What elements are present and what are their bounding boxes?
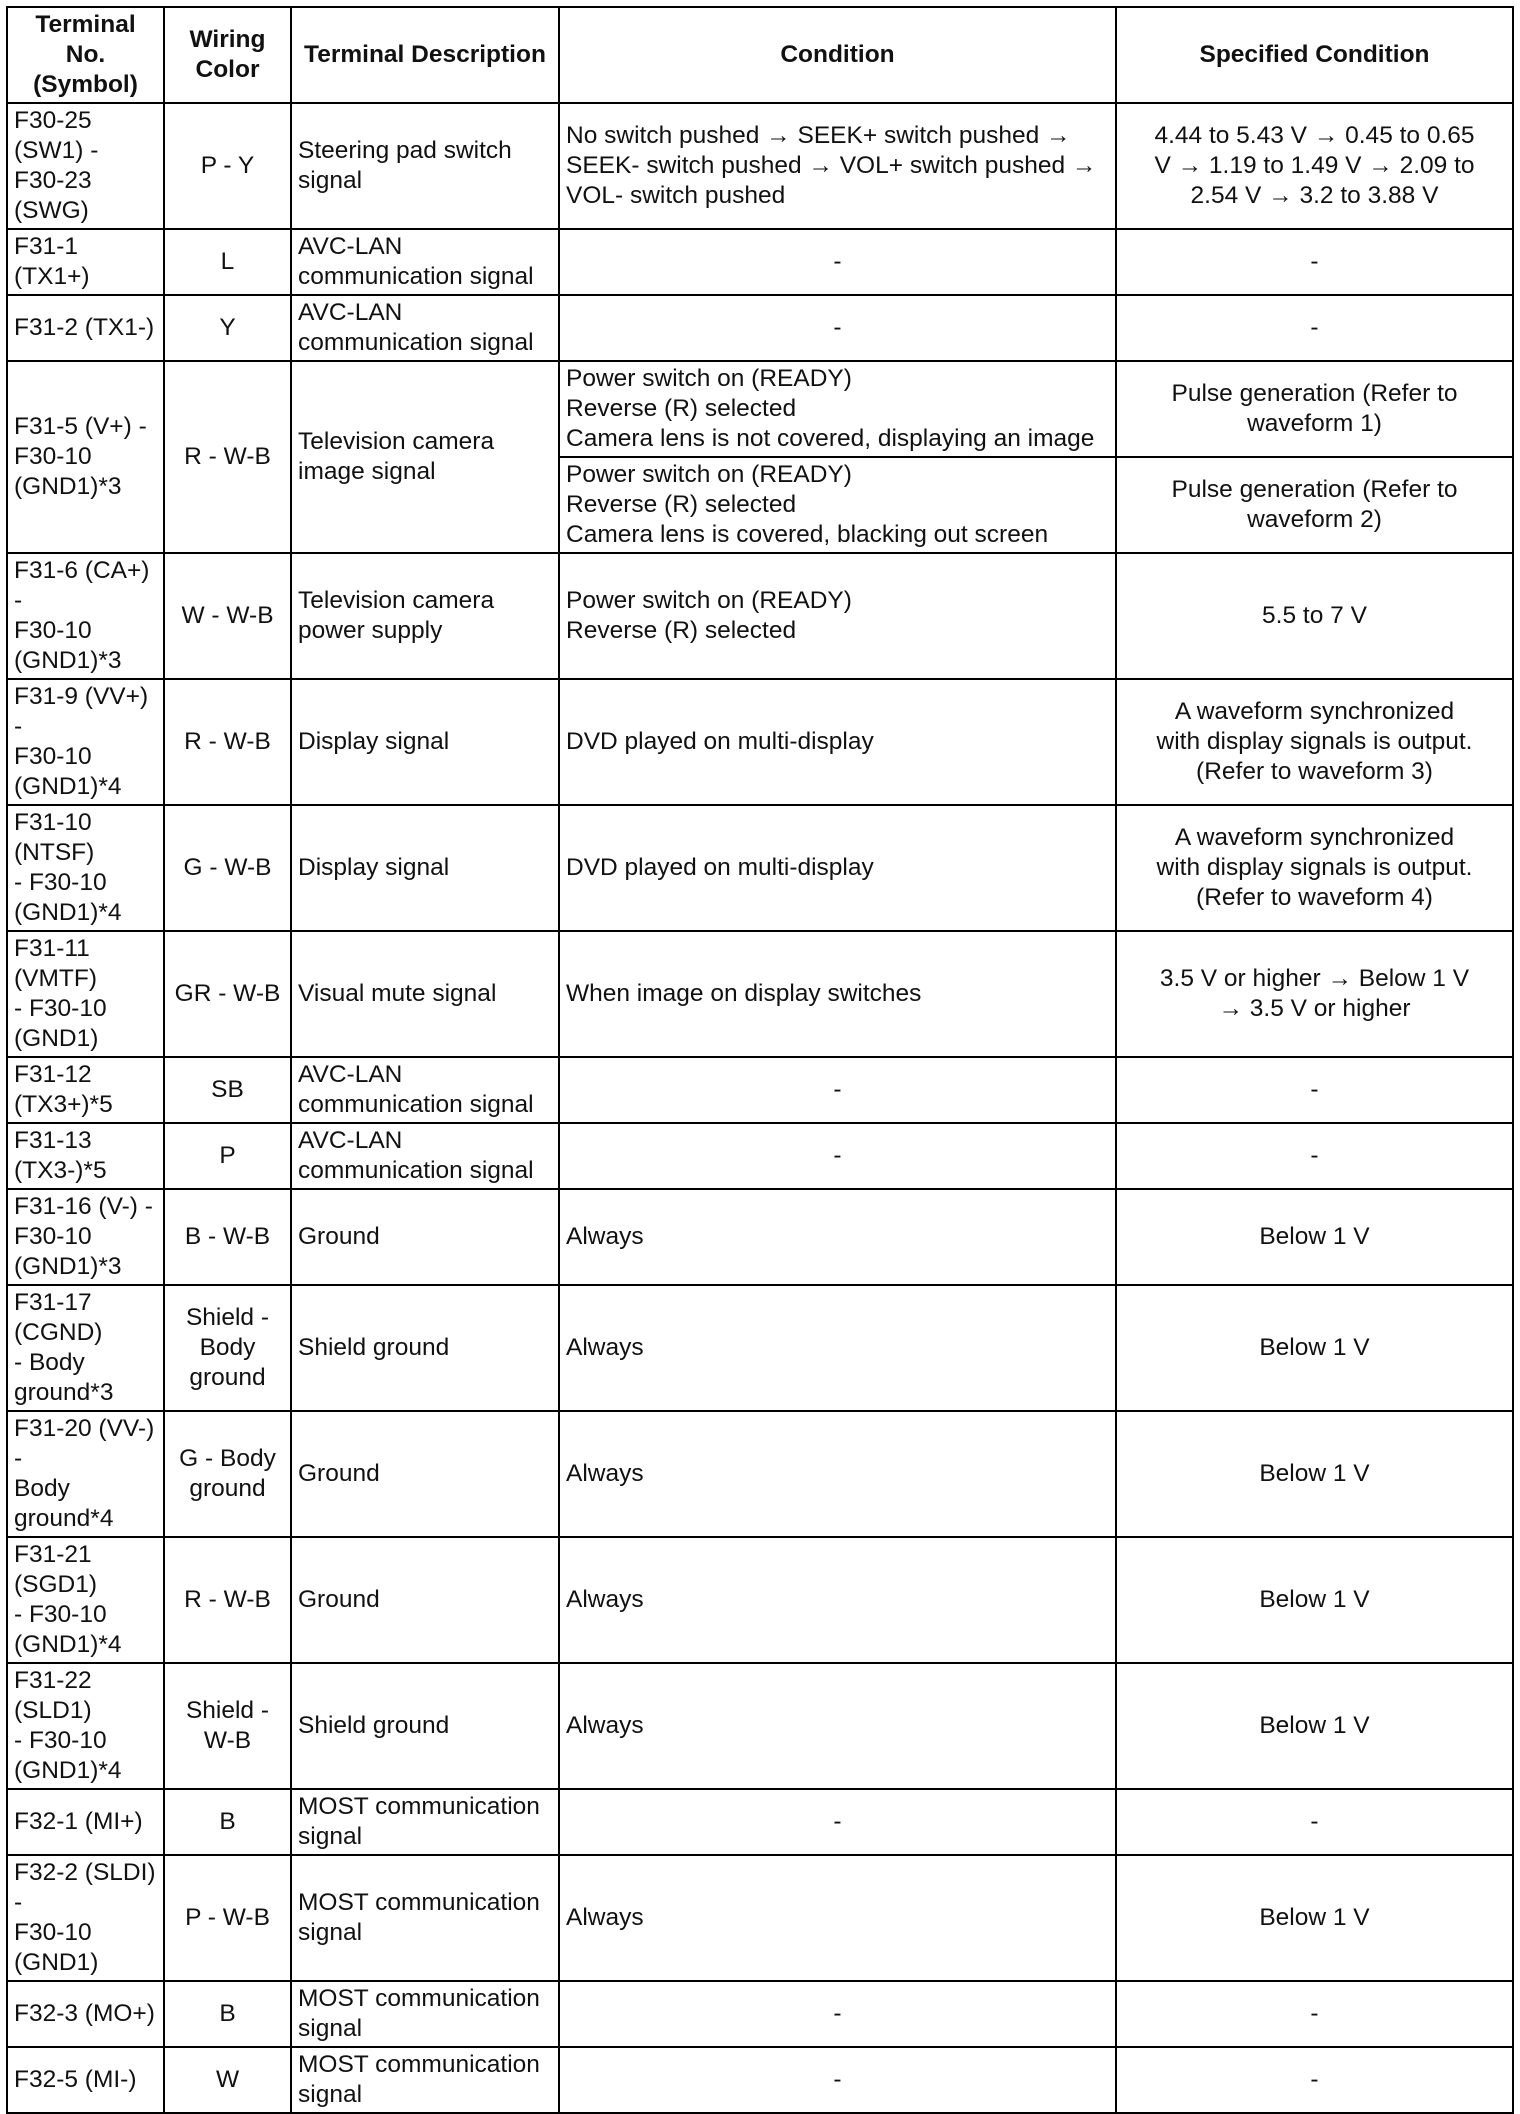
condition-cell xyxy=(559,1285,1116,1411)
terminal-cell xyxy=(7,1663,164,1789)
specified-condition-text: 4.44 to 5.43 V → 0.45 to 0.65 V → 1.19 to 1.49 V → 2.09 to 2.54 V → 3.2 to 3.88 V xyxy=(1154,122,1475,209)
table-row xyxy=(7,295,1513,361)
condition-text: - xyxy=(833,1142,842,1169)
terminal-cell xyxy=(7,1981,164,2047)
terminal-text: F31-20 (VV-) - Body ground*4 xyxy=(14,1415,155,1532)
terminal-text: F31-12 (TX3+)*5 xyxy=(14,1061,113,1118)
terminal-cell xyxy=(7,805,164,931)
wiring-color-text: SB xyxy=(211,1076,244,1103)
condition-text: Always xyxy=(566,1223,644,1250)
condition-text: Always xyxy=(566,1460,644,1487)
condition-text: - xyxy=(833,1076,842,1103)
description-text: AVC-LAN communication signal xyxy=(298,299,534,356)
condition-cell xyxy=(559,1537,1116,1663)
terminal-cell xyxy=(7,679,164,805)
wiring-color-text: B xyxy=(219,2000,236,2027)
description-cell xyxy=(291,1789,559,1855)
wiring-color-text: W - W-B xyxy=(181,602,274,629)
table-row xyxy=(7,1411,1513,1537)
wiring-color-text: B xyxy=(219,1808,236,1835)
terminal-cell xyxy=(7,1285,164,1411)
wiring-color-cell xyxy=(164,1123,291,1189)
terminal-cell xyxy=(7,1123,164,1189)
header-wiring-color-text: Wiring Color xyxy=(189,26,266,83)
terminal-cell xyxy=(7,553,164,679)
table-row xyxy=(7,2047,1513,2113)
specified-condition-cell xyxy=(1116,1189,1513,1285)
header-specified-condition xyxy=(1116,7,1513,103)
specified-condition-text: A waveform synchronized with display signals is output. (Refer to waveform 3) xyxy=(1156,698,1473,785)
wiring-color-cell xyxy=(164,1285,291,1411)
specified-condition-text: - xyxy=(1310,314,1319,341)
specified-condition-cell xyxy=(1116,2047,1513,2113)
specified-condition-cell xyxy=(1116,1981,1513,2047)
description-cell xyxy=(291,1189,559,1285)
description-text: Shield ground xyxy=(298,1712,450,1739)
description-text: Television camera power supply xyxy=(298,587,495,644)
wiring-color-text: Shield - W-B xyxy=(185,1697,270,1754)
terminal-cell xyxy=(7,1411,164,1537)
description-cell xyxy=(291,361,559,553)
table-row xyxy=(7,361,1513,457)
specified-condition-cell xyxy=(1116,1057,1513,1123)
specified-condition-text: - xyxy=(1310,2000,1319,2027)
specified-condition-text: Below 1 V xyxy=(1259,1904,1370,1931)
table-row xyxy=(7,805,1513,931)
specified-condition-text: Below 1 V xyxy=(1259,1334,1370,1361)
table-row xyxy=(7,1057,1513,1123)
wiring-color-cell xyxy=(164,1663,291,1789)
specified-condition-cell xyxy=(1116,1285,1513,1411)
terminal-text: F31-21 (SGD1) - F30-10 (GND1)*4 xyxy=(14,1541,122,1658)
terminal-text: F31-16 (V-) - F30-10 (GND1)*3 xyxy=(14,1193,153,1280)
condition-text: DVD played on multi-display xyxy=(566,728,874,755)
specified-condition-text: A waveform synchronized with display signals is output. (Refer to waveform 4) xyxy=(1156,824,1473,911)
condition-cell xyxy=(559,1189,1116,1285)
description-text: Television camera image signal xyxy=(298,428,495,485)
terminal-text: F32-5 (MI-) xyxy=(14,2066,137,2093)
wiring-color-cell xyxy=(164,295,291,361)
specified-condition-text: - xyxy=(1310,1142,1319,1169)
description-text: AVC-LAN communication signal xyxy=(298,1127,534,1184)
specified-condition-text: Below 1 V xyxy=(1259,1586,1370,1613)
wiring-color-cell xyxy=(164,1537,291,1663)
header-condition-text: Condition xyxy=(780,41,895,68)
condition-cell xyxy=(559,1789,1116,1855)
terminal-cell xyxy=(7,295,164,361)
terminal-text: F31-11 (VMTF) - F30-10 (GND1) xyxy=(14,935,107,1052)
description-cell xyxy=(291,103,559,229)
description-text: Visual mute signal xyxy=(298,980,497,1007)
terminal-cell xyxy=(7,1789,164,1855)
condition-cell xyxy=(559,1123,1116,1189)
specified-condition-text: Below 1 V xyxy=(1259,1460,1370,1487)
terminal-text: F31-13 (TX3-)*5 xyxy=(14,1127,107,1184)
table-row xyxy=(7,679,1513,805)
wiring-color-text: G - Body ground xyxy=(179,1445,276,1502)
specified-condition-cell xyxy=(1116,805,1513,931)
specified-condition-cell xyxy=(1116,1123,1513,1189)
specified-condition-cell xyxy=(1116,1663,1513,1789)
condition-text: - xyxy=(833,2066,842,2093)
wiring-color-cell xyxy=(164,2047,291,2113)
description-cell xyxy=(291,931,559,1057)
wiring-color-text: G - W-B xyxy=(183,854,272,881)
description-text: Display signal xyxy=(298,728,450,755)
terminal-cell xyxy=(7,2047,164,2113)
terminal-text: F31-1 (TX1+) xyxy=(14,233,90,290)
terminal-spec-table xyxy=(6,6,1514,2114)
terminal-text: F30-25 (SW1) - F30-23 (SWG) xyxy=(14,107,99,224)
table-row xyxy=(7,553,1513,679)
condition-text: Power switch on (READY) Reverse (R) selected Camera lens is covered, blacking out screen xyxy=(566,461,1049,548)
description-cell xyxy=(291,295,559,361)
description-cell xyxy=(291,553,559,679)
wiring-color-cell xyxy=(164,931,291,1057)
wiring-color-text: R - W-B xyxy=(184,1586,271,1613)
terminal-cell xyxy=(7,229,164,295)
wiring-color-cell xyxy=(164,1411,291,1537)
specified-condition-cell xyxy=(1116,295,1513,361)
specified-condition-text: - xyxy=(1310,1076,1319,1103)
terminal-text: F31-22 (SLD1) - F30-10 (GND1)*4 xyxy=(14,1667,122,1784)
condition-cell xyxy=(559,805,1116,931)
wiring-color-cell xyxy=(164,1981,291,2047)
condition-cell xyxy=(559,679,1116,805)
specified-condition-cell xyxy=(1116,1537,1513,1663)
condition-cell xyxy=(559,1981,1116,2047)
condition-text: When image on display switches xyxy=(566,980,922,1007)
wiring-color-cell xyxy=(164,805,291,931)
condition-text: Power switch on (READY) Reverse (R) selected Camera lens is not covered, displaying an image xyxy=(566,365,1095,452)
condition-cell xyxy=(559,1663,1116,1789)
specified-condition-text: 5.5 to 7 V xyxy=(1262,602,1367,629)
description-cell xyxy=(291,1285,559,1411)
terminal-cell xyxy=(7,931,164,1057)
description-text: Display signal xyxy=(298,854,450,881)
specified-condition-text: Below 1 V xyxy=(1259,1223,1370,1250)
table-row xyxy=(7,1537,1513,1663)
description-cell xyxy=(291,1411,559,1537)
condition-cell xyxy=(559,229,1116,295)
table-row xyxy=(7,103,1513,229)
header-terminal-text: Terminal No. (Symbol) xyxy=(33,11,138,98)
wiring-color-cell xyxy=(164,553,291,679)
wiring-color-cell xyxy=(164,1789,291,1855)
condition-cell xyxy=(559,1855,1116,1981)
wiring-color-text: B - W-B xyxy=(184,1223,271,1250)
terminal-text: F32-3 (MO+) xyxy=(14,2000,155,2027)
condition-cell xyxy=(559,1411,1116,1537)
condition-text: No switch pushed → SEEK+ switch pushed → SEEK- switch pushed → VOL+ switch pushed → VOL- switch pushed xyxy=(566,122,1097,209)
description-cell xyxy=(291,229,559,295)
wiring-color-cell xyxy=(164,679,291,805)
specified-condition-cell xyxy=(1116,229,1513,295)
description-text: MOST communication signal xyxy=(298,1793,540,1850)
description-cell xyxy=(291,805,559,931)
description-cell xyxy=(291,1663,559,1789)
table-row xyxy=(7,1981,1513,2047)
terminal-text: F31-9 (VV+) - F30-10 (GND1)*4 xyxy=(14,683,149,800)
description-cell xyxy=(291,1057,559,1123)
specified-condition-cell xyxy=(1116,553,1513,679)
wiring-color-cell xyxy=(164,1855,291,1981)
condition-text: DVD played on multi-display xyxy=(566,854,874,881)
specified-condition-cell xyxy=(1116,1855,1513,1981)
condition-cell xyxy=(559,1057,1116,1123)
condition-cell xyxy=(559,931,1116,1057)
wiring-color-text: L xyxy=(220,248,235,275)
specified-condition-cell xyxy=(1116,103,1513,229)
condition-cell xyxy=(559,2047,1116,2113)
specified-condition-cell xyxy=(1116,679,1513,805)
wiring-color-text: GR - W-B xyxy=(174,980,281,1007)
specified-condition-text: Below 1 V xyxy=(1259,1712,1370,1739)
specified-condition-text: Pulse generation (Refer to waveform 2) xyxy=(1171,476,1458,533)
description-text: AVC-LAN communication signal xyxy=(298,1061,534,1118)
condition-text: - xyxy=(833,314,842,341)
description-text: MOST communication signal xyxy=(298,1985,540,2042)
condition-text: Always xyxy=(566,1904,644,1931)
description-text: Steering pad switch signal xyxy=(298,137,512,194)
condition-text: - xyxy=(833,2000,842,2027)
terminal-text: F31-6 (CA+) - F30-10 (GND1)*3 xyxy=(14,557,150,674)
condition-cell xyxy=(559,295,1116,361)
terminal-cell xyxy=(7,1855,164,1981)
wiring-color-text: R - W-B xyxy=(184,728,271,755)
description-cell xyxy=(291,1981,559,2047)
description-text: Ground xyxy=(298,1586,380,1613)
header-terminal xyxy=(7,7,164,103)
specified-condition-text: - xyxy=(1310,1808,1319,1835)
header-terminal-description xyxy=(291,7,559,103)
wiring-color-text: Y xyxy=(219,314,236,341)
specified-condition-text: - xyxy=(1310,2066,1319,2093)
wiring-color-cell xyxy=(164,229,291,295)
header-specified-condition-text: Specified Condition xyxy=(1199,41,1430,68)
specified-condition-cell xyxy=(1116,361,1513,457)
terminal-text: F32-1 (MI+) xyxy=(14,1808,143,1835)
table-row xyxy=(7,931,1513,1057)
wiring-color-text: Shield - Body ground xyxy=(185,1304,270,1391)
condition-cell xyxy=(559,553,1116,679)
table-row xyxy=(7,1789,1513,1855)
table-row xyxy=(7,1123,1513,1189)
wiring-color-text: P - W-B xyxy=(185,1904,270,1931)
condition-text: Always xyxy=(566,1586,644,1613)
header-condition xyxy=(559,7,1116,103)
condition-cell xyxy=(559,361,1116,457)
condition-text: - xyxy=(833,1808,842,1835)
wiring-color-cell xyxy=(164,1189,291,1285)
condition-text: Always xyxy=(566,1712,644,1739)
description-cell xyxy=(291,1855,559,1981)
description-cell xyxy=(291,1123,559,1189)
specified-condition-text: 3.5 V or higher → Below 1 V → 3.5 V or higher xyxy=(1159,965,1470,1022)
condition-text: Power switch on (READY) Reverse (R) selected xyxy=(566,587,852,644)
terminal-text: F31-10 (NTSF) - F30-10 (GND1)*4 xyxy=(14,809,122,926)
terminal-cell xyxy=(7,1057,164,1123)
condition-cell xyxy=(559,457,1116,553)
table-row xyxy=(7,1189,1513,1285)
wiring-color-text: W xyxy=(215,2066,240,2093)
terminal-cell xyxy=(7,1537,164,1663)
specified-condition-cell xyxy=(1116,1789,1513,1855)
specified-condition-text: Pulse generation (Refer to waveform 1) xyxy=(1171,380,1458,437)
wiring-color-text: P xyxy=(219,1142,236,1169)
specified-condition-cell xyxy=(1116,931,1513,1057)
description-text: AVC-LAN communication signal xyxy=(298,233,534,290)
condition-text: - xyxy=(833,248,842,275)
description-text: Ground xyxy=(298,1223,380,1250)
terminal-cell xyxy=(7,1189,164,1285)
description-cell xyxy=(291,1537,559,1663)
table-row xyxy=(7,229,1513,295)
description-text: Shield ground xyxy=(298,1334,450,1361)
header-row xyxy=(7,7,1513,103)
terminal-cell xyxy=(7,361,164,553)
terminal-cell xyxy=(7,103,164,229)
table-row xyxy=(7,1663,1513,1789)
description-text: MOST communication signal xyxy=(298,1889,540,1946)
specified-condition-cell xyxy=(1116,457,1513,553)
wiring-color-text: P - Y xyxy=(200,152,255,179)
wiring-color-cell xyxy=(164,103,291,229)
table-row xyxy=(7,1285,1513,1411)
description-cell xyxy=(291,2047,559,2113)
description-text: Ground xyxy=(298,1460,380,1487)
condition-text: Always xyxy=(566,1334,644,1361)
header-terminal-description-text: Terminal Description xyxy=(304,41,546,68)
specified-condition-cell xyxy=(1116,1411,1513,1537)
description-text: MOST communication signal xyxy=(298,2051,540,2108)
terminal-text: F31-5 (V+) - F30-10 (GND1)*3 xyxy=(14,413,147,500)
terminal-text: F31-17 (CGND) - Body ground*3 xyxy=(14,1289,114,1406)
description-cell xyxy=(291,679,559,805)
specified-condition-text: - xyxy=(1310,248,1319,275)
terminal-text: F32-2 (SLDI) - F30-10 (GND1) xyxy=(14,1859,156,1976)
terminal-text: F31-2 (TX1-) xyxy=(14,314,155,341)
condition-cell xyxy=(559,103,1116,229)
table-row xyxy=(7,1855,1513,1981)
wiring-color-text: R - W-B xyxy=(184,443,271,470)
header-wiring-color xyxy=(164,7,291,103)
wiring-color-cell xyxy=(164,1057,291,1123)
wiring-color-cell xyxy=(164,361,291,553)
